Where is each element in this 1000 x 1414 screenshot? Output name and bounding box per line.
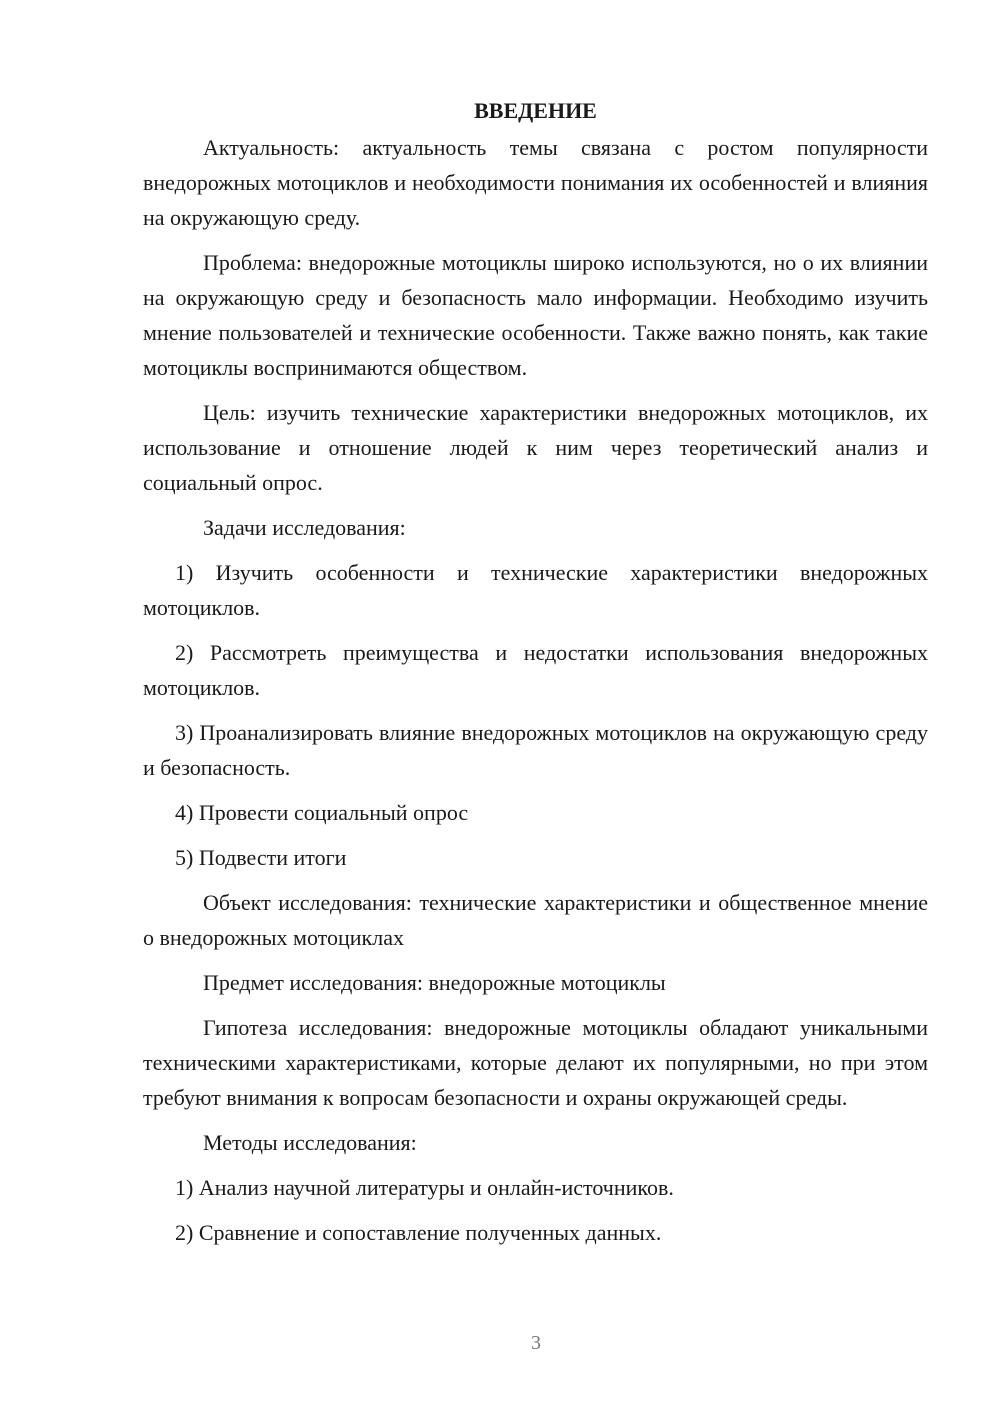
paragraph-goal: Цель: изучить технические характеристики внедорожных мотоциклов, их использование и отношение людей к ним через теоретический анализ и социальный опрос. xyxy=(143,400,928,495)
list-item-task-1: 1) Изучить особенности и технические характеристики внедорожных мотоциклов. xyxy=(143,560,928,620)
list-item-task-2: 2) Рассмотреть преимущества и недостатки использования внедорожных мотоциклов. xyxy=(143,640,928,700)
paragraph-methods-heading: Методы исследования: xyxy=(203,1130,417,1155)
paragraph-subject: Предмет исследования: внедорожные мотоциклы xyxy=(203,970,666,995)
list-item-task-5: 5) Подвести итоги xyxy=(175,845,347,870)
page-title: ВВЕДЕНИЕ xyxy=(474,98,597,123)
paragraph-hypothesis: Гипотеза исследования: внедорожные мотоциклы обладают уникальными техническими характеристиками, которые делают их популярными, но при этом требуют внимания к вопросам безопасности и охраны окружающей среды. xyxy=(143,1015,928,1110)
paragraph-tasks-heading: Задачи исследования: xyxy=(203,515,406,540)
paragraph-problem: Проблема: внедорожные мотоциклы широко используются, но о их влиянии на окружающую среду и безопасность мало информации. Необходимо изучить мнение пользователей и технические особенности. Также важно понять, как такие мотоциклы воспринимаются обществом. xyxy=(143,250,928,380)
paragraph-object: Объект исследования: технические характеристики и общественное мнение о внедорожных мотоциклах xyxy=(143,890,928,950)
list-item-task-4: 4) Провести социальный опрос xyxy=(175,800,469,825)
list-item-method-1: 1) Анализ научной литературы и онлайн-источников. xyxy=(175,1175,674,1200)
document-body xyxy=(143,130,928,1250)
page-number: 3 xyxy=(531,1332,541,1354)
list-item-task-3: 3) Проанализировать влияние внедорожных мотоциклов на окружающую среду и безопасность. xyxy=(143,720,928,780)
list-item-method-2: 2) Сравнение и сопоставление полученных данных. xyxy=(175,1220,662,1245)
paragraph-relevance: Актуальность: актуальность темы связана с ростом популярности внедорожных мотоциклов и необходимости понимания их особенностей и влияния на окружающую среду. xyxy=(143,135,928,230)
